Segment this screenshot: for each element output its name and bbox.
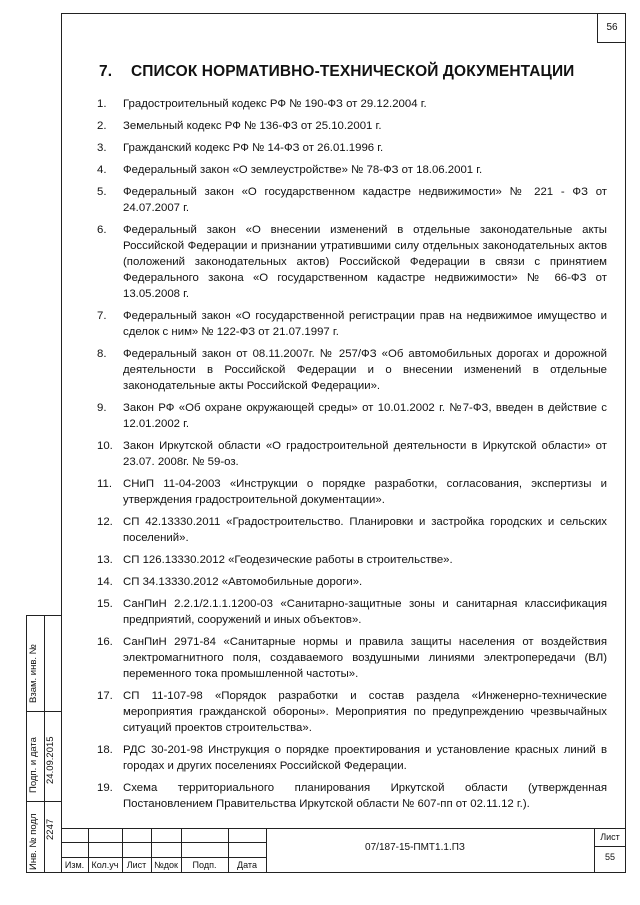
item-number: 5. <box>97 186 107 198</box>
list-item <box>97 476 607 508</box>
podp-data-label: Подп. и дата <box>28 737 39 793</box>
list-item <box>97 438 607 470</box>
item-number: 16. <box>97 636 113 648</box>
item-number: 13. <box>97 554 113 566</box>
item-number: 17. <box>97 690 113 702</box>
item-text: Федеральный закон «О землеустройстве» № 78-ФЗ от 18.06.2001 г. <box>123 164 483 176</box>
sheet-number: 55 <box>604 852 615 862</box>
list-item <box>97 308 607 340</box>
item-text: Закон РФ «Об охране окружающей среды» от 10.01.2002 г. №7-ФЗ, введен в действие с 12.01.2002 г. <box>123 402 607 430</box>
list-item <box>97 742 607 774</box>
item-number: 14. <box>97 576 113 588</box>
page-number-top: 56 <box>597 13 626 43</box>
item-number: 18. <box>97 744 113 756</box>
item-text: Схема территориального планирования Иркутской области (утвержденная Постановлением Правительства Иркутской области № 607-пп от 02.11.12 г.). <box>123 782 607 810</box>
document-list <box>97 96 607 818</box>
stamp-header-ndok: №док <box>154 860 178 870</box>
item-text: Градостроительный кодекс РФ № 190-ФЗ от 29.12.2004 г. <box>123 98 427 110</box>
stamp-header-podp: Подп. <box>192 860 217 870</box>
stamp-line <box>594 846 626 847</box>
list-item <box>97 162 607 178</box>
item-text: РДС 30-201-98 Инструкция о порядке проектирования и установление красных линий в городах и других поселениях Российской Федерации. <box>123 744 607 772</box>
stamp-header-data: Дата <box>237 860 257 870</box>
item-number: 12. <box>97 516 113 528</box>
item-text: Федеральный закон «О внесении изменений в отдельные законодательные акты Российской Федерации и признании утратившими силу отдельных законодательных актов (положений законодательных актов) Российской Федерации в связи с принятием Федерального закона «О государственном кадастре недвижимости» № 66-ФЗ от 13.05.2008 г. <box>123 224 607 300</box>
sheet-label: Лист <box>600 832 620 842</box>
list-item <box>97 552 607 568</box>
item-number: 9. <box>97 402 107 414</box>
strip-row-divider <box>27 711 61 712</box>
stamp-line <box>266 828 267 873</box>
stamp-line <box>61 857 266 858</box>
list-item <box>97 688 607 736</box>
list-item <box>97 96 607 112</box>
podp-data-value: 24.09.2015 <box>45 736 56 784</box>
document-code: 07/187-15-ПМТ1.1.ПЗ <box>365 842 465 853</box>
item-number: 6. <box>97 224 107 236</box>
list-item <box>97 780 607 812</box>
stamp-header-koluch: Кол.уч <box>91 860 119 870</box>
stamp-header-izm: Изм. <box>64 860 85 870</box>
item-text: Федеральный закон «О государственной регистрации прав на недвижимое имущество и сделок с ним» № 122-ФЗ от 21.07.1997 г. <box>123 310 607 338</box>
list-item <box>97 118 607 134</box>
item-text: СанПиН 2.2.1/2.1.1.1200-03 «Санитарно-защитные зоны и санитарная классификация предприятий, сооружений и иных объектов». <box>123 598 607 626</box>
item-text: СП 126.13330.2012 «Геодезические работы в строительстве». <box>123 554 453 566</box>
stamp-header-list: Лист <box>126 860 147 870</box>
item-number: 11. <box>97 478 112 490</box>
item-text: Федеральный закон «О государственном кадастре недвижимости» № 221 - ФЗ от 24.07.2007 г. <box>123 186 607 214</box>
list-item <box>97 346 607 394</box>
vzam-inv-label: Взам. инв. № <box>28 644 39 703</box>
list-item <box>97 596 607 628</box>
list-item <box>97 514 607 546</box>
item-text: Закон Иркутской области «О градостроительной деятельности в Иркутской области» от 23.07. 2008г. № 59-оз. <box>123 440 607 468</box>
inv-podl-value: 2247 <box>45 818 56 840</box>
list-item <box>97 184 607 216</box>
list-item <box>97 140 607 156</box>
item-number: 2. <box>97 120 107 132</box>
item-number: 19. <box>97 782 113 794</box>
item-text: СП 42.13330.2011 «Градостроительство. Планировки и застройка городских и сельских поселений». <box>123 516 607 544</box>
list-item <box>97 634 607 682</box>
item-number: 1. <box>97 98 107 110</box>
item-number: 10. <box>97 440 113 452</box>
strip-row-divider <box>27 801 61 802</box>
item-number: 3. <box>97 142 107 154</box>
item-number: 7. <box>97 310 107 322</box>
stamp-line <box>61 842 266 843</box>
item-text: СанПиН 2971-84 «Санитарные нормы и правила защиты населения от воздействия электромагнитного поля, создаваемого воздушными линиями электропередачи (ВЛ) переменного тока промышленной частоты». <box>123 636 607 680</box>
item-text: Федеральный закон от 08.11.2007г. № 257/ФЗ «Об автомобильных дорогах и дорожной деятельности в Российской Федерации и о внесении изменений в отдельные законодательные акты Российской Федерации». <box>123 348 607 392</box>
item-number: 4. <box>97 164 107 176</box>
section-number: 7. <box>99 63 113 80</box>
list-item <box>97 574 607 590</box>
item-number: 15. <box>97 598 113 610</box>
item-text: СП 11-107-98 «Порядок разработки и состав раздела «Инженерно-технические мероприятия гражданской обороны». Мероприятия по предупреждению чрезвычайных ситуаций проектов строительства». <box>123 690 607 734</box>
stamp-line <box>61 828 626 829</box>
item-number: 8. <box>97 348 107 360</box>
list-item <box>97 400 607 432</box>
item-text: Гражданский кодекс РФ № 14-ФЗ от 26.01.1996 г. <box>123 142 384 154</box>
list-item <box>97 222 607 302</box>
item-text: СП 34.13330.2012 «Автомобильные дороги». <box>123 576 363 588</box>
section-heading <box>99 63 574 81</box>
item-text: Земельный кодекс РФ № 136-ФЗ от 25.10.2001 г. <box>123 120 382 132</box>
section-title: СПИСОК НОРМАТИВНО-ТЕХНИЧЕСКОЙ ДОКУМЕНТАЦИИ <box>131 63 575 80</box>
inv-podl-label: Инв. № подл <box>28 813 39 870</box>
item-text: СНиП 11-04-2003 «Инструкции о порядке разработки, согласования, экспертизы и утверждения градостроительной документации». <box>123 478 607 506</box>
